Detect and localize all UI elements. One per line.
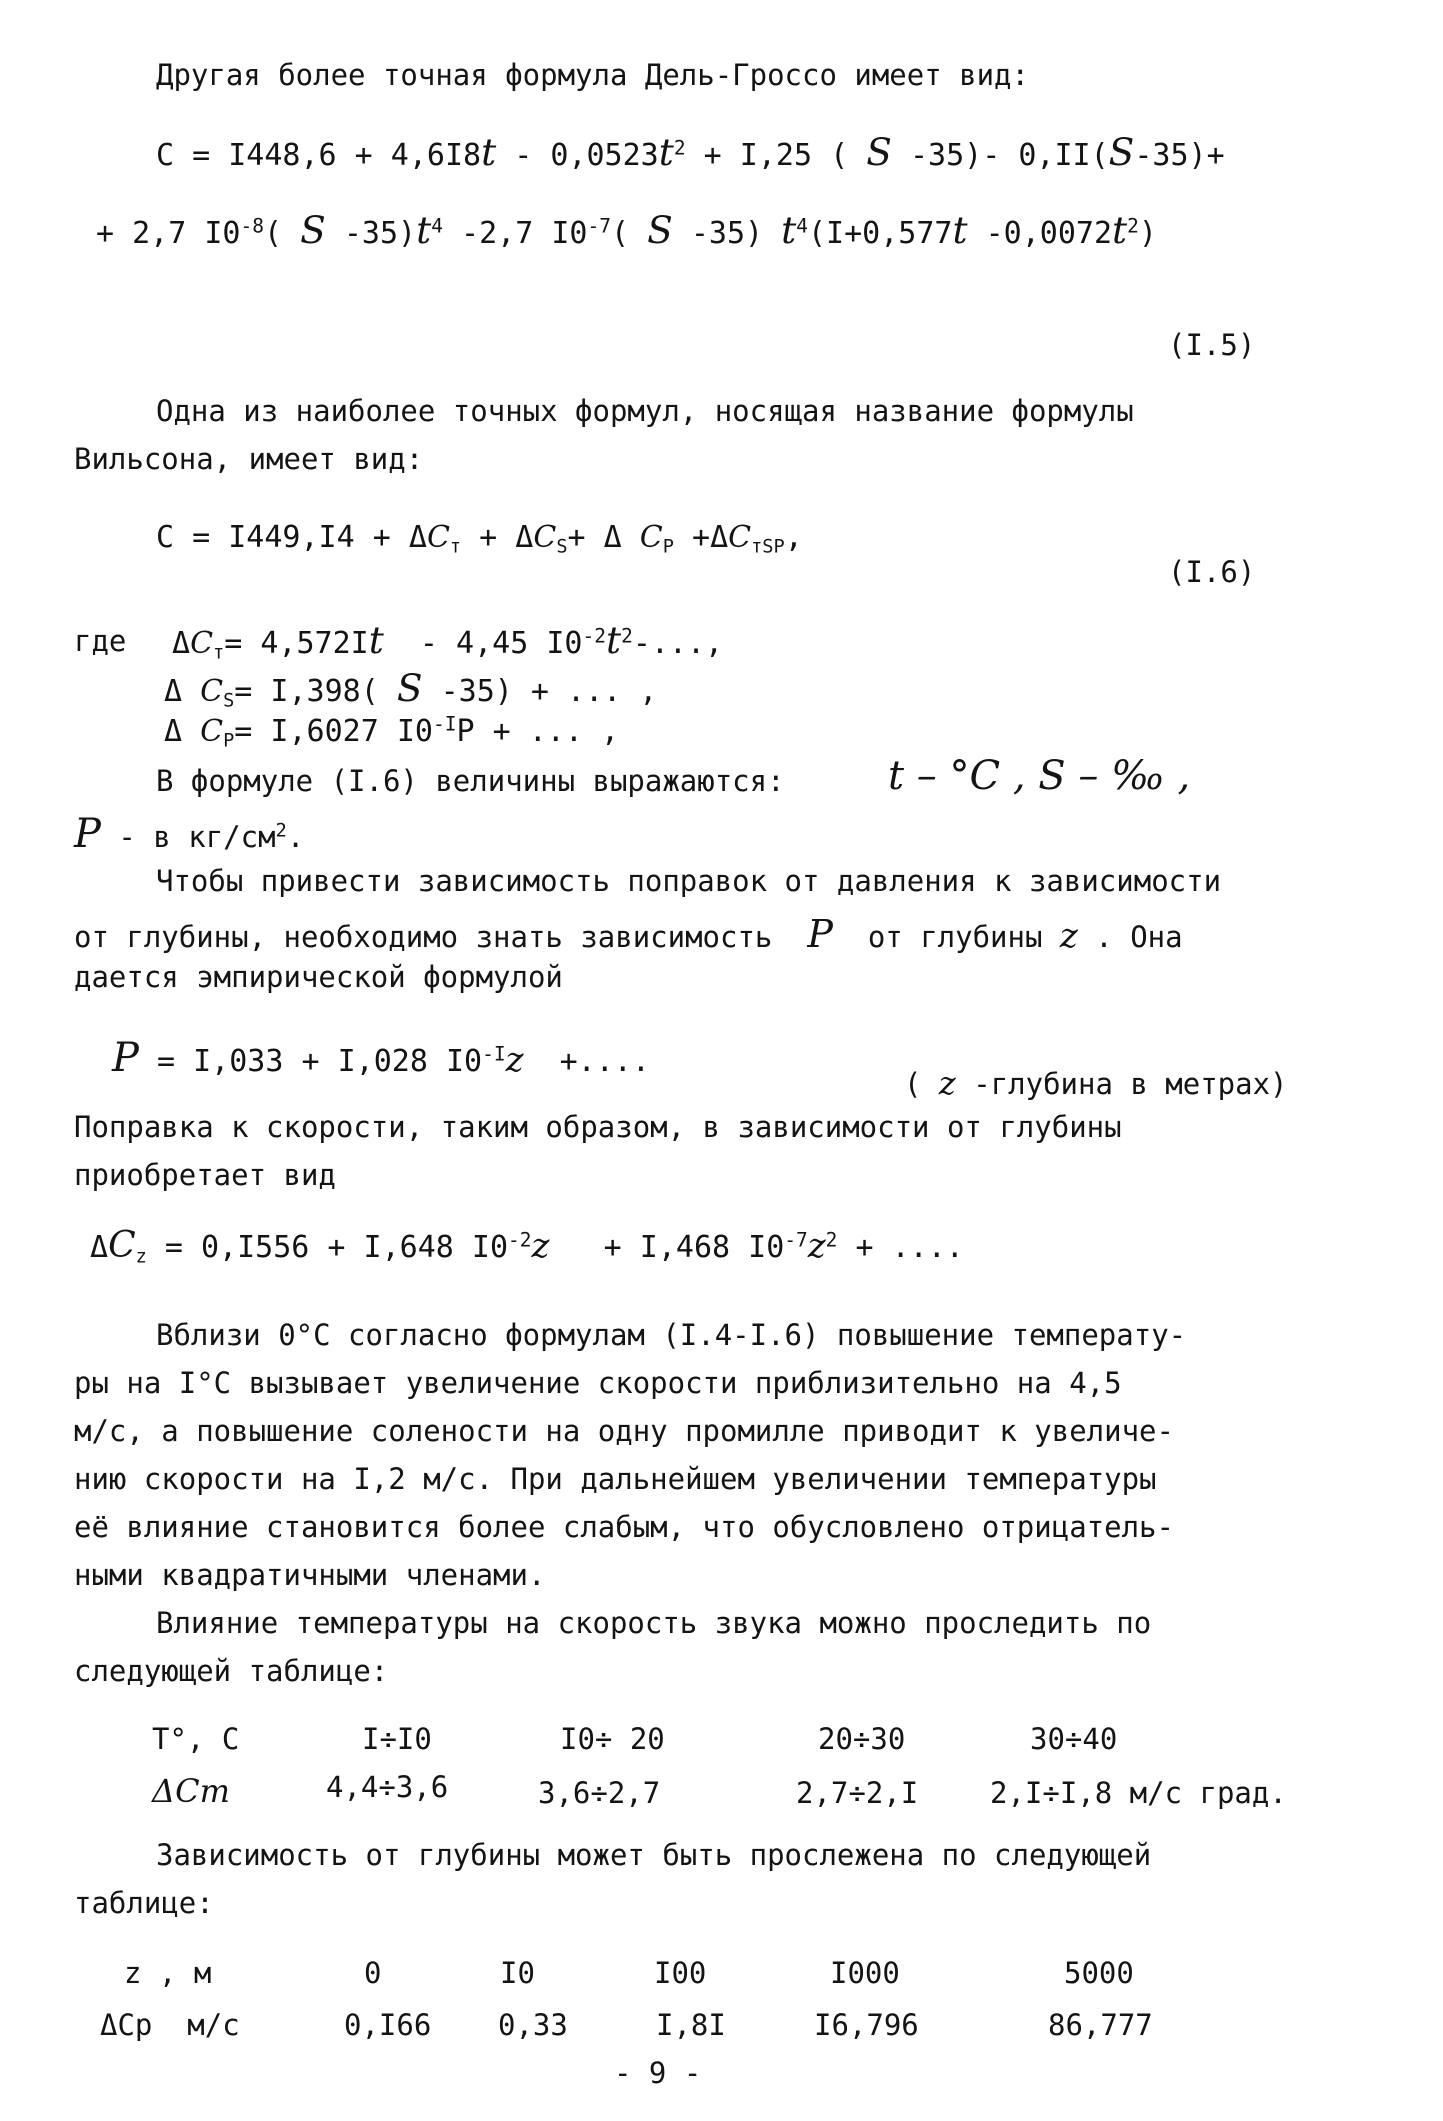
temp-table-range: I0÷ 20: [560, 1722, 665, 1756]
temp-table-value: 4,4÷3,6: [326, 1770, 449, 1804]
units-t-s: t – °C , S – ‰ ,: [888, 753, 1191, 799]
formula-del-grosso-line2: + 2,7 $I0^{-8}$( S $-35)t^4$ -2,7 $I0^{-7}$( S -35) $t^4(I+0,577t$ $-0,0072t^2$): [96, 208, 1157, 252]
para1-line2-b: от глубины: [867, 920, 1043, 954]
temp-table-row-label: ΔCт: [152, 1772, 230, 1810]
temp-table-header-label: T°, С: [152, 1722, 240, 1756]
intro-del-grosso: Другая более точная формула Дель-Гроссо имеет вид:: [156, 58, 1029, 92]
formula-delta-cz: $\Delta C_z = 0,I556 + I,648$ $I0^{-2}z + I,468$ $I0^{-7}z^2$ + ....: [90, 1225, 964, 1268]
units-pressure: P - в $кг/см^2$.: [74, 811, 305, 857]
para2-line1: Поправка к скорости, таким образом, в зависимости от глубины: [74, 1110, 1122, 1144]
formula-wilson: $С = I449,I4 + \Delta C_т + \Delta C_S+ \Delta$ $C_P +\Delta C_{тSP}$,: [156, 520, 803, 558]
term-delta-cp: Δ $C_P= I,6027$ $I0^{-I}P$ + ... ,: [164, 712, 620, 752]
depth-table-value: I6,796: [814, 2008, 919, 2042]
depth-table-depth: 5000: [1064, 1956, 1134, 1990]
units-sentence: [156, 764, 785, 799]
depth-table-value: 86,777: [1048, 2008, 1153, 2042]
page-number: - 9 -: [614, 2056, 702, 2090]
temp-table-value: 2,I÷I,8 м/с град.: [990, 1776, 1287, 1810]
intro-wilson-line2: Вильсона, имеет вид:: [74, 442, 424, 476]
units-sentence-text: В формуле (I.6) величины выражаются:: [156, 764, 785, 798]
depth-table-row-label: ΔCp м/с: [100, 2008, 240, 2042]
para-line: нию скорости на I,2 м/с. При дальнейшем увеличении температуры: [74, 1462, 1157, 1496]
para1-line3: дается эмпирической формулой: [74, 960, 563, 994]
temp-table-range: I÷I0: [362, 1722, 432, 1756]
para-line: её влияние становится более слабым, что обусловлено отрицатель-: [74, 1510, 1174, 1544]
para1-line2: от глубины, необходимо знать зависимость P от глубины z . Она: [74, 912, 1183, 956]
depth-table-value: 0,I66: [344, 2008, 432, 2042]
para1-line2-a: от глубины, необходимо знать зависимость: [74, 920, 773, 954]
para-line: м/с, а повышение солености на одну промилле приводит к увеличе-: [74, 1414, 1174, 1448]
formula-pressure: P = I,033 + I,028 $I0^{-I}z$ +....: [112, 1035, 650, 1081]
para1-line2-c: . Она: [1095, 920, 1183, 954]
para4-line2: таблице:: [74, 1886, 214, 1920]
formula-del-grosso-line1: $С = I448,6 + 4,6I8t - 0,0523t^2 + I,25$ ( S -35)- 0,II(S-35)+: [156, 130, 1225, 174]
depth-table-value: I,8I: [656, 2008, 726, 2042]
temp-table-value: 2,7÷2,I: [796, 1776, 919, 1810]
equation-label-1-6: (I.6): [1168, 555, 1256, 589]
depth-table-depth: I00: [654, 1956, 707, 1990]
para3-line2: следующей таблице:: [74, 1654, 389, 1688]
para4-line1: Зависимость от глубины может быть прослежена по следующей: [156, 1838, 1152, 1872]
para3-line1: Влияние температуры на скорость звука можно проследить по: [156, 1606, 1152, 1640]
para1-line1: Чтобы привести зависимость поправок от давления к зависимости: [156, 864, 1222, 898]
equation-label-1-5: (I.5): [1168, 328, 1256, 362]
intro-wilson-line1: Одна из наиболее точных формул, носящая название формулы: [156, 394, 1134, 428]
term-delta-ct: $\Delta C_т= 4,572It - 4,45$ $I0^{-2}t^2-$...,: [172, 618, 724, 664]
temp-table-value: 3,6÷2,7: [538, 1776, 661, 1810]
where-label: где: [74, 624, 127, 658]
depth-note-text: -глубина в метрах): [973, 1067, 1288, 1101]
units-pressure-text: - в кг/см: [118, 820, 276, 854]
depth-table-depth: I000: [830, 1956, 900, 1990]
term-delta-cs: Δ $C_S= I,398$( S -35) + ... ,: [164, 666, 658, 712]
temp-table-range: 30÷40: [1030, 1722, 1118, 1756]
depth-table-depth: 0: [364, 1956, 382, 1990]
temp-table-range: 20÷30: [818, 1722, 906, 1756]
depth-table-value: 0,33: [498, 2008, 568, 2042]
para-line: Вблизи 0°С согласно формулам (I.4-I.6) повышение температу-: [156, 1318, 1187, 1352]
para-line: ры на I°С вызывает увеличение скорости приблизительно на 4,5: [74, 1366, 1122, 1400]
depth-table-header-label: z , м: [124, 1956, 212, 1990]
depth-table-depth: I0: [500, 1956, 535, 1990]
depth-note: ( z -глубина в метрах): [904, 1064, 1288, 1102]
para-line: ными квадратичными членами.: [74, 1558, 546, 1592]
para2-line2: приобретает вид: [74, 1158, 336, 1192]
